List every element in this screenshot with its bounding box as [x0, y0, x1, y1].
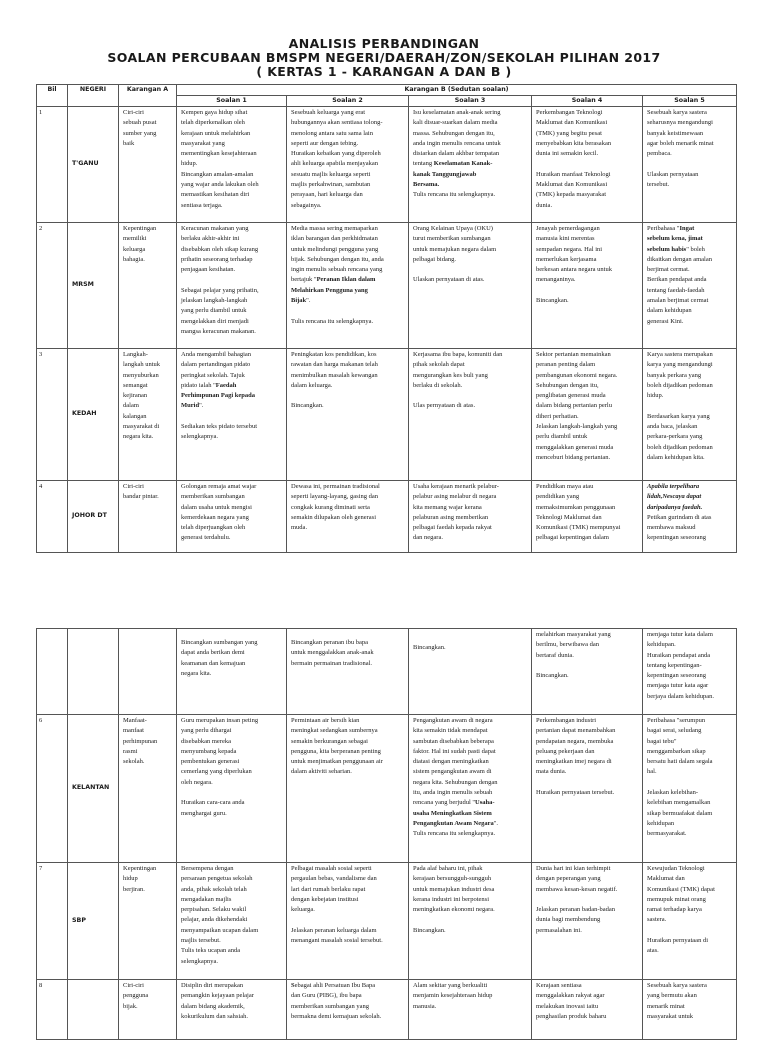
col-header-negeri: NEGERI — [68, 85, 119, 107]
soalan-1-cell: Bincangkan sumbangan yang dapat anda berikan demi keamanan dan kemajuan negara kita. — [177, 629, 287, 715]
col-header-soalan-2: Soalan 2 — [287, 96, 409, 107]
soalan-5-cell: Sesebuah karya sastera yang bermutu akan menarik minat masyarakat untuk — [643, 980, 737, 1040]
soalan-3-cell: Isu keselamatan anak-anak sering kali disuar-suarkan dalam media massa. Sehubungan dengan itu, anda ingin menulis rencana untuk disiarkan dalam akhbar tempatan tentang Keselamatan Kanak- kanak Tanggungjawab Bersama. Tulis rencana itu selengkapnya. — [409, 107, 532, 223]
table-row — [37, 863, 737, 980]
state-name: KEDAH — [68, 349, 119, 481]
state-name: T'GANU — [68, 107, 119, 223]
soalan-4-cell: Dunia hari ini kian terhimpit dengan peperangan yang membawa kesan-kesan negatif. Jelaskan peranan badan-badan dunia bagi membendung permasalahan ini. — [532, 863, 643, 980]
document-title: ANALISIS PERBANDINGAN — [288, 36, 480, 51]
table-row — [37, 107, 737, 223]
soalan-5-cell: Karya sastera merupakan karya yang mengandungi banyak perkara yang boleh dijadikan pedoman hidup. Berdasarkan karya yang anda baca, jelaskan perkara-perkara yang boleh dijadikan pedoman dalam kehidupan kita. — [643, 349, 737, 481]
col-header-soalan-5: Soalan 5 — [643, 96, 737, 107]
karangan-a-cell: Ciri-ciri sebuah pusat sumber yang baik — [119, 107, 177, 223]
table-row — [37, 715, 737, 863]
state-name: JOHOR DT — [68, 481, 119, 553]
soalan-4-cell: Pendidikan maya atau pendidikan yang memaksimumkan penggunaan Teknologi Maklumat dan Komunikasi (TMK) mempunyai pelbagai kepentingan dalam — [532, 481, 643, 553]
karangan-a-cell: Ciri-ciri bandar pintar. — [119, 481, 177, 553]
soalan-1-cell: Bersempena dengan persaraan pengetua sekolah anda, pihak sekolah telah mengadakan majlis perpisahan. Selaku wakil pelajar, anda dikehendaki menyampaikan ucapan dalam majlis tersebut. Tulis teks ucapan anda selengkapnya. — [177, 863, 287, 980]
soalan-3-cell: Alam sekitar yang berkualiti menjamin kesejahteraan hidup manusia. — [409, 980, 532, 1040]
soalan-1-cell: Golongan remaja amat wajar memberikan sumbangan dalam usaha untuk mengisi kemerdekaan negara yang telah diperjuangkan oleh generasi terdahulu. — [177, 481, 287, 553]
soalan-2-cell: Dewasa ini, permainan tradisional seperti layang-layang, gasing dan congkak kurang diminati serta semakin dilupakan oleh generasi muda. — [287, 481, 409, 553]
row-number: 1 — [37, 107, 68, 223]
soalan-5-cell: menjaga tutur kata dalam kehidupan. Huraikan pendapat anda tentang kepentingan- kepentingan seseorang menjaga tutur kata agar berjaya dalam kehidupan. — [643, 629, 737, 715]
soalan-3-cell: Bincangkan. — [409, 629, 532, 715]
soalan-1-cell: Disiplin diri merupakan pemangkin kejayaan pelajar dalam bidang akademik, kokurikulum dan sahsiah. — [177, 980, 287, 1040]
soalan-5-cell: Apabila terpelihara lidah,Nescaya dapat daripadanya faedah. Petikan gurindam di atas membawa maksud kepentingan seseorang — [643, 481, 737, 553]
state-name — [68, 629, 119, 715]
soalan-3-cell: Pengangkutan awam di negara kita semakin tidak mendapat sambutan disebabkan beberapa faktor. Hal ini sudah pasti dapat diatasi dengan meningkatkan sistem pengangkutan awam di negara kita. Sehubungan dengan itu, anda ingin menulis sebuah rencana yang berjudul "Usaha- usaha Meningkatkan Sistem Pengangkutan Awam Negara". Tulis rencana itu selengkapnya. — [409, 715, 532, 863]
row-number: 6 — [37, 715, 68, 863]
col-header-soalan-4: Soalan 4 — [532, 96, 643, 107]
soalan-5-cell: Kewujudan Teknologi Maklumat dan Komunikasi (TMK) dapat memupuk minat orang ramai terhadap karya sastera. Huraikan pernyataan di atas. — [643, 863, 737, 980]
soalan-4-cell: Perkembangan Teknologi Maklumat dan Komunikasi (TMK) yang begitu pesat menyebabkan kita berasakan dunia ini semakin kecil. Huraikan manfaat Teknologi Maklumat dan Komunikasi (TMK) kepada masyarakat dunia. — [532, 107, 643, 223]
soalan-1-cell: Keracunan makanan yang berlaku akhir-akhir ini disebabkan oleh sikap kurang prihatin seseorang terhadap penjagaan kesihatan. Sebagai pelajar yang prihatin, jelaskan langkah-langkah yang perlu diambil untuk mengelakkan diri menjadi mangsa keracunan makanan. — [177, 223, 287, 349]
row-number: 4 — [37, 481, 68, 553]
soalan-5-cell: Sesebuah karya sastera seharusnya mengandungi banyak keistimewaan agar boleh menarik minat pembaca. Ulaskan pernyataan tersebut. — [643, 107, 737, 223]
document-paper-label: ( KERTAS 1 - KARANGAN A DAN B ) — [256, 64, 512, 79]
soalan-2-cell: Media massa sering memaparkan iklan barangan dan perkhidmatan untuk melindungi pengguna yang bijak. Sehubungan dengan itu, anda ingin menulis sebuah rencana yang bertajuk "Peranan Iklan dalam Melahirkan Pengguna yang Bijak". Tulis rencana itu selengkapnya. — [287, 223, 409, 349]
soalan-2-cell: Peningkatan kos pendidikan, kos rawatan dan harga makanan telah menimbulkan masalah kewangan dalam keluarga. Bincangkan. — [287, 349, 409, 481]
row-number: 8 — [37, 980, 68, 1040]
col-header-soalan-1: Soalan 1 — [177, 96, 287, 107]
row-number: 3 — [37, 349, 68, 481]
karangan-a-cell: Kepentingan memiliki keluarga bahagia. — [119, 223, 177, 349]
soalan-1-cell: Anda mengambil bahagian dalam pertandingan pidato peringkat sekolah. Tajuk pidato ialah "Faedah Perhimpunan Pagi kepada Murid". Sediakan teks pidato tersebut selengkapnya. — [177, 349, 287, 481]
soalan-3-cell: Kerjasama ibu bapa, komuniti dan pihak sekolah dapat mengurangkan kes buli yang berlaku di sekolah. Ulas pernyataan di atas. — [409, 349, 532, 481]
soalan-4-cell: melahirkan masyarakat yang berilmu, berwibawa dan bertaraf dunia. Bincangkan. — [532, 629, 643, 715]
state-name — [68, 980, 119, 1040]
table-row — [37, 349, 737, 481]
soalan-3-cell: Orang Kelainan Upaya (OKU) turut memberikan sumbangan untuk memajukan negara dalam pelbagai bidang. Ulaskan pernyataan di atas. — [409, 223, 532, 349]
state-name: SBP — [68, 863, 119, 980]
soalan-4-cell: Sektor pertanian memainkan peranan penting dalam pembangunan ekonomi negara. Sehubungan dengan itu, penglibatan generasi muda dalam bidang pertanian perlu diheri perhatian. Jelaskan langkah-langkah yang perlu diambil untuk menggalakkan generasi muda menceburi bidang pertanian. — [532, 349, 643, 481]
table-row — [37, 629, 737, 715]
soalan-5-cell: Peribahasa "serumpun bagai serai, seludang bagai tebu" menggambarkan sikap bersatu hati dalam segala hal. Jelaskan kelebihan- kelebihan mengamalkan sikap bermuafakat dalam kehidupan bermasyarakat. — [643, 715, 737, 863]
soalan-4-cell: Kerajaan sentiasa menggalakkan rakyat agar melakukan inovasi iaitu penghasilan produk baharu — [532, 980, 643, 1040]
soalan-1-cell: Guru merupakan insan peting yang perlu dihargai disebabkan mereka menyumbang kepada pembentukan generasi cemerlang yang diperlukan oleh negara. Huraikan cara-cara anda menghargai guru. — [177, 715, 287, 863]
soalan-5-cell: Peribahasa "Ingat sebelum kena, jimat sebelum habis" boleh dikaitkan dengan amalan berjimat cermat. Berikan pendapat anda tentang faedah-faedah amalan berjimat cermat dalam kehidupan generasi Kini. — [643, 223, 737, 349]
soalan-3-cell: Pada alaf baharu ini, pihak kerajaan bersungguh-sungguh untuk memajukan industri desa kerana industri ini berpotensi meningkatkan ekonomi negara. Bincangkan. — [409, 863, 532, 980]
table-row — [37, 980, 737, 1040]
soalan-2-cell: Permintaan air bersih kian meningkat sedangkan sumbernya semakin berkurangan sebagai pengguna, kita berperanan penting untuk menjimatkan penggunaan air dalam aktiviti seharian. — [287, 715, 409, 863]
soalan-2-cell: Pelbagai masalah sosial seperti pergaulan bebas, vandalisme dan lari dari rumah berlaku rapat dengan kebejatan institusi keluarga. Jelaskan peranan keluarga dalam menangani masalah sosial tersebut. — [287, 863, 409, 980]
soalan-2-cell: Bincangkan peranan ibu bapa untuk menggalakkan anak-anak bermain permainan tradisional. — [287, 629, 409, 715]
karangan-a-cell: Manfaat- manfaat perhimpunan rasmi sekolah. — [119, 715, 177, 863]
col-header-karangan-a: Karangan A — [119, 85, 177, 107]
comparison-table-page-2 — [36, 628, 737, 1040]
soalan-3-cell: Usaha kerajaan menarik pelabur- pelabur asing melabur di negara kita memang wajar kerana pelaburan asing memberikan pelbagai faedah kepada rakyat dan negara. — [409, 481, 532, 553]
row-number: 7 — [37, 863, 68, 980]
comparison-table-page-1 — [36, 84, 737, 553]
state-name: MRSM — [68, 223, 119, 349]
karangan-a-cell — [119, 629, 177, 715]
col-header-bil: Bil — [37, 85, 68, 107]
table-row — [37, 223, 737, 349]
row-number: 2 — [37, 223, 68, 349]
soalan-4-cell: Jenayah pemerdagangan manusia kini merentas sempadan negara. Hal ini memerlukan kerjasama berkesan antara negara untuk menanganinya. Bincangkan. — [532, 223, 643, 349]
row-number — [37, 629, 68, 715]
soalan-1-cell: Kempen gaya hidup sihat telah diperkenalkan oleh kerajaan untuk melahirkan masyarakat yang mementingkan kesejahteraan hidup. Bincangkan amalan-amalan yang wajar anda lakukan oleh memastikan kesihatan diri sentiasa terjaga. — [177, 107, 287, 223]
col-header-soalan-3: Soalan 3 — [409, 96, 532, 107]
document-subtitle: SOALAN PERCUBAAN BMSPM NEGERI/DAERAH/ZON/SEKOLAH PILIHAN 2017 — [107, 50, 661, 65]
col-header-karangan-b: Karangan B (Sedutan soalan) — [177, 85, 737, 96]
soalan-2-cell: Sesebuah keluarga yang erat hubungannya akan sentiasa tolong- menolong antara satu sama lain seperti aur dengan tebing. Huraikan kebaikan yang diperoleh ahli keluarga apabila menjayakan sesuatu majlis keluarga seperti majlis perkahwinan, sambutan perayaan, hari keluarga dan sebagainya. — [287, 107, 409, 223]
soalan-2-cell: Sebagai ahli Persatuan Ibu Bapa dan Guru (PIBG), ibu bapa memberikan sumbangan yang bermakna demi kemajuan sekolah. — [287, 980, 409, 1040]
soalan-4-cell: Perkembangan industri pertanian dapat menambahkan pendapatan negara, membuka peluang pekerjaan dan meningkatkan imej negara di mata dunia. Huraikan pernyataan tersebut. — [532, 715, 643, 863]
state-name: KELANTAN — [68, 715, 119, 863]
karangan-a-cell: Kepentingan hidup berjiran. — [119, 863, 177, 980]
table-row — [37, 481, 737, 553]
karangan-a-cell: Ciri-ciri pengguna bijak. — [119, 980, 177, 1040]
karangan-a-cell: Langkah- langkah untuk menyuburkan semangat kejiranan dalam kalangan masyarakat di negara kita. — [119, 349, 177, 481]
